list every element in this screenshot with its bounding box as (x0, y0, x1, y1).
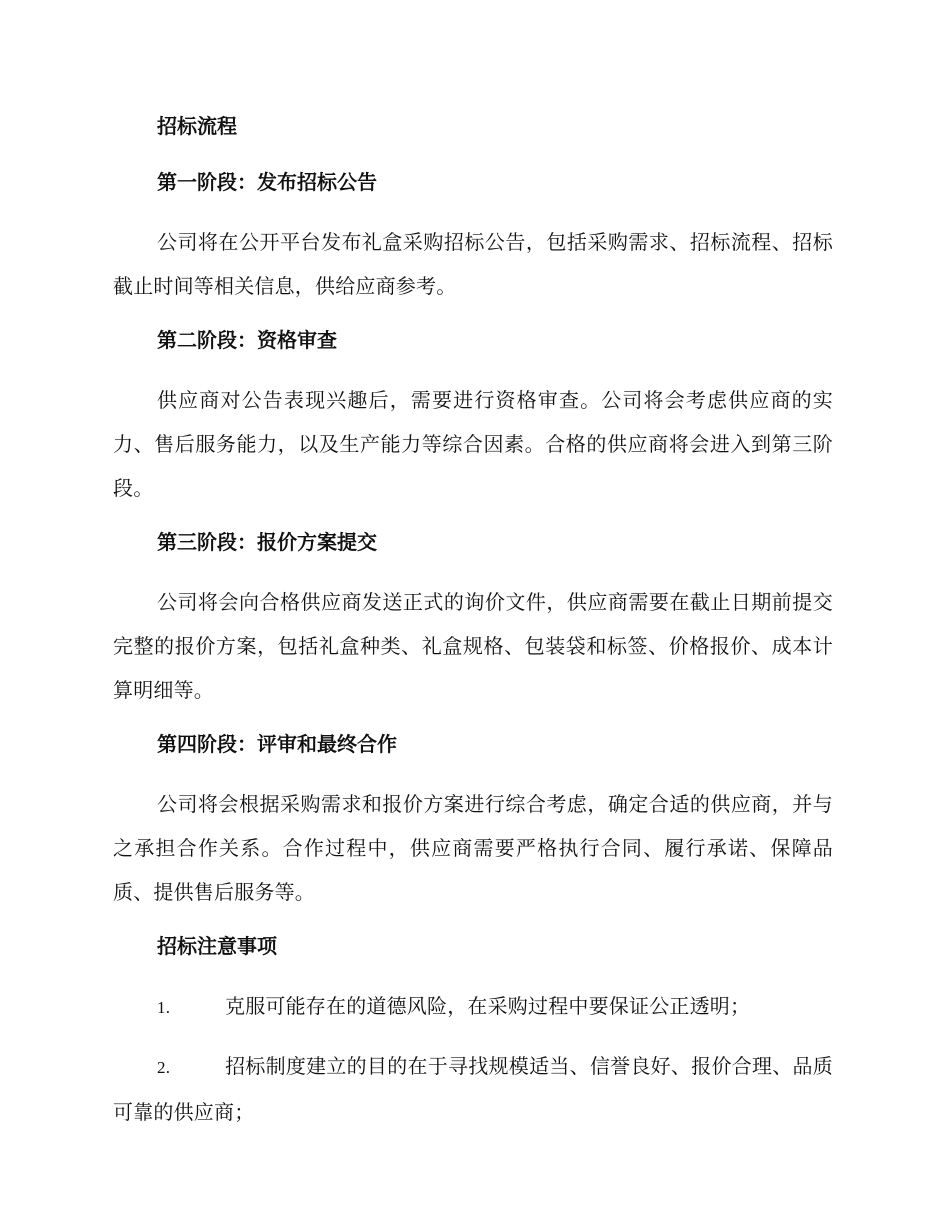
list-item (113, 1044, 833, 1134)
notes-heading: 招标注意事项 (157, 934, 277, 958)
stage2-heading: 第二阶段：资格审查 (157, 328, 337, 352)
list-item (113, 984, 833, 1030)
stage4-paragraph: 公司将会根据采购需求和报价方案进行综合考虑，确定合适的供应商，并与之承担合作关系。合作过程中，供应商需要严格执行合同、履行承诺、保障品质、提供售后服务等。 (113, 792, 833, 904)
stage3-heading: 第三阶段：报价方案提交 (157, 530, 377, 554)
document-content (113, 108, 833, 1148)
list-text: 克服可能存在的道德风险，在采购过程中要保证公正透明； (225, 994, 751, 1018)
stage2-paragraph: 供应商对公告表现兴趣后，需要进行资格审查。公司将会考虑供应商的实力、售后服务能力，以及生产能力等综合因素。合格的供应商将会进入到第三阶段。 (113, 388, 833, 500)
stage3-paragraph: 公司将会向合格供应商发送正式的询价文件，供应商需要在截止日期前提交完整的报价方案，包括礼盒种类、礼盒规格、包装袋和标签、价格报价、成本计算明细等。 (113, 590, 833, 702)
section-title: 招标流程 (157, 114, 237, 138)
list-number: 1. (157, 998, 171, 1017)
stage4-heading: 第四阶段：评审和最终合作 (157, 732, 397, 756)
list-number: 2. (157, 1058, 171, 1077)
list-text: 招标制度建立的目的在于寻找规模适当、信誉良好、报价合理、品质可靠的供应商； (113, 1054, 833, 1124)
stage1-heading: 第一阶段：发布招标公告 (157, 170, 377, 194)
stage1-paragraph: 公司将在公开平台发布礼盒采购招标公告，包括采购需求、招标流程、招标截止时间等相关信息，供给应商参考。 (113, 230, 833, 298)
